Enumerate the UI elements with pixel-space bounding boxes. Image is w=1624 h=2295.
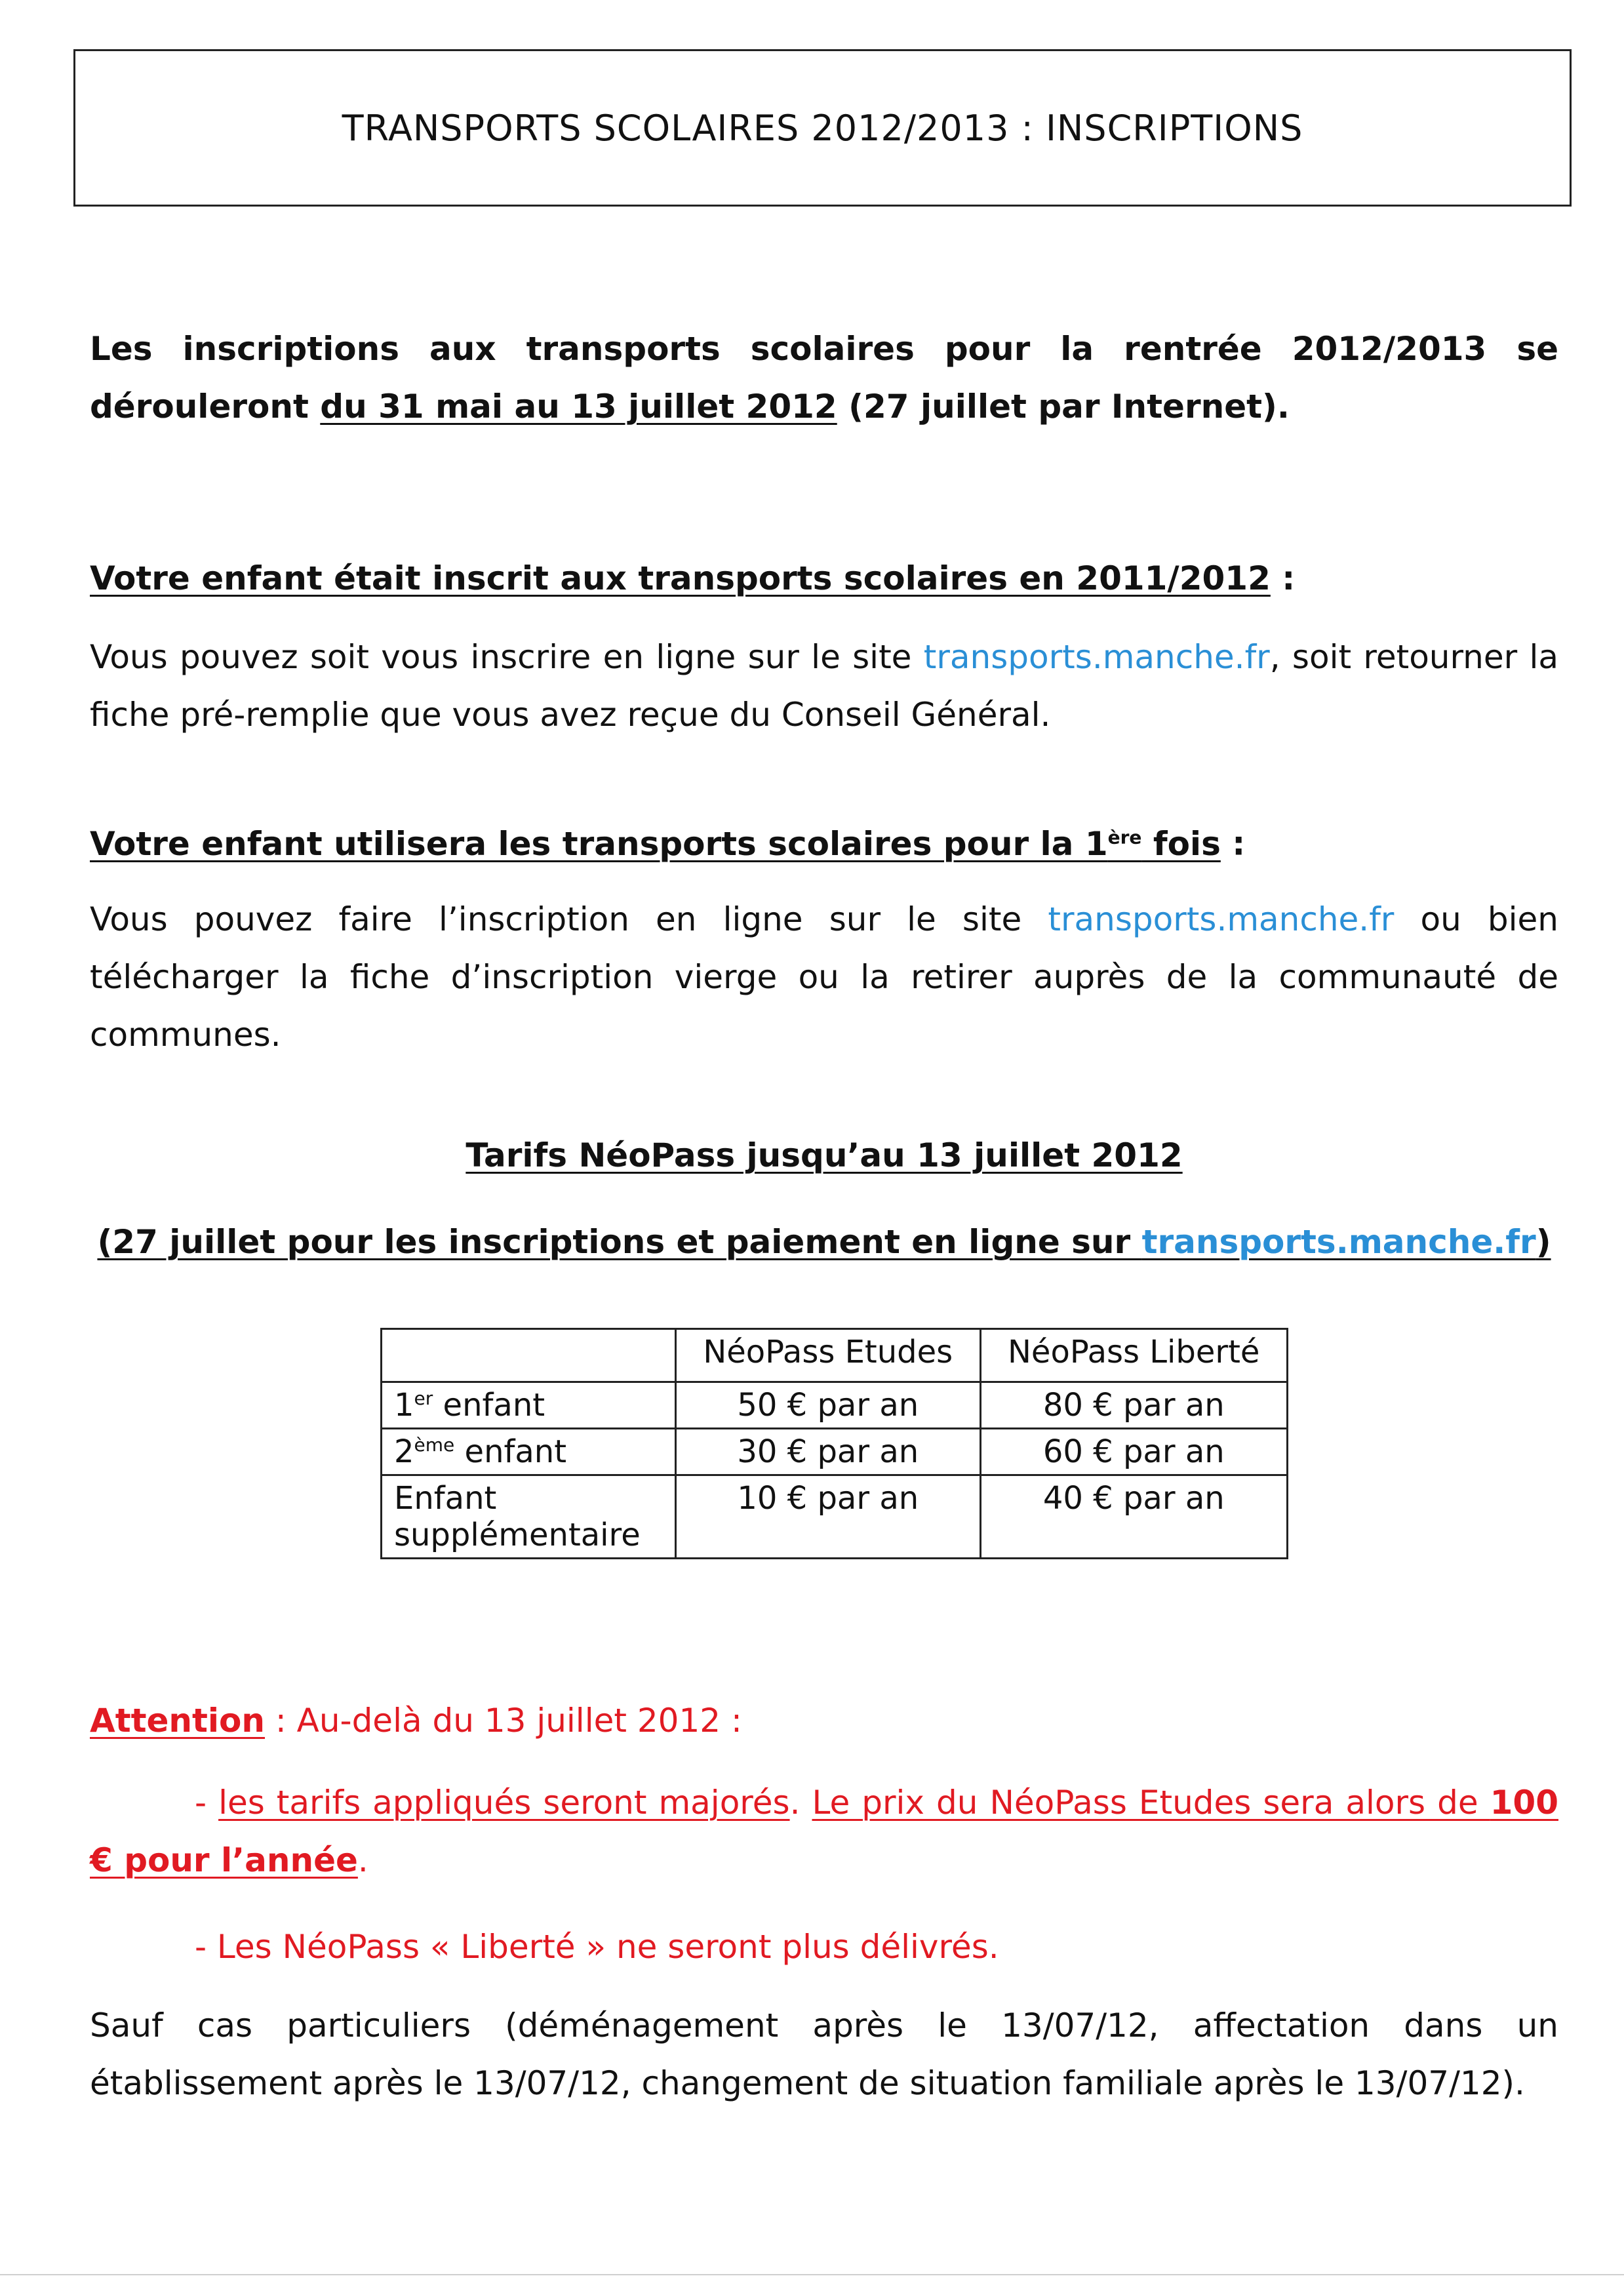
bullet1-end: . xyxy=(357,1841,368,1879)
section2-heading-colon: : xyxy=(1220,824,1246,863)
page-title: TRANSPORTS SCOLAIRES 2012/2013 : INSCRIPTIONS xyxy=(342,107,1303,149)
section1-text-start: Vous pouvez soit vous inscrire en ligne sur le site xyxy=(90,638,924,676)
row-label-additional-child xyxy=(382,1475,676,1559)
section2-heading-sup: ère xyxy=(1107,826,1142,848)
row-label-sup: ème xyxy=(414,1434,455,1456)
tarifs-subtitle-link[interactable]: transports.manche.fr xyxy=(1141,1223,1536,1261)
tarifs-title xyxy=(90,1127,1558,1184)
cell-liberte: 80 € par an xyxy=(980,1382,1288,1429)
bullet1-majores: les tarifs appliqués seront majorés xyxy=(218,1784,790,1822)
cell-etudes: 30 € par an xyxy=(676,1429,981,1475)
column-header-etudes: NéoPass Etudes xyxy=(676,1329,981,1382)
section2-heading-fois: fois xyxy=(1141,824,1221,863)
row-label-rest: enfant xyxy=(433,1387,545,1424)
section2-text-start: Vous pouvez faire l’inscription en ligne sur le site xyxy=(90,900,1048,938)
bullet1-prix: Le prix du NéoPass Etudes sera alors de xyxy=(812,1784,1490,1822)
table-row xyxy=(382,1382,1288,1429)
row-label-line2: supplémentaire xyxy=(394,1517,641,1553)
cell-etudes: 10 € par an xyxy=(676,1475,981,1559)
tarifs-subtitle-underlined xyxy=(97,1223,1551,1261)
section2-text xyxy=(90,890,1558,1064)
attention-bullet-1 xyxy=(90,1774,1558,1889)
attention-label: Attention xyxy=(90,1702,265,1740)
section1-text xyxy=(90,628,1558,744)
tarifs-subtitle-close: ) xyxy=(1535,1223,1551,1261)
section2-text-end: ou bien télécharger la fiche d’inscription vierge ou la retirer auprès de la communauté de communes. xyxy=(90,900,1558,1054)
row-label-rest: enfant xyxy=(454,1433,567,1470)
table-corner-cell xyxy=(382,1329,676,1382)
tarifs-subtitle-text: (27 juillet pour les inscriptions et paiement en ligne sur xyxy=(97,1223,1142,1261)
section1-link[interactable]: transports.manche.fr xyxy=(923,638,1270,676)
row-label-first-child xyxy=(382,1382,676,1429)
bullet1-separator: . xyxy=(789,1784,812,1822)
table-header-row xyxy=(382,1329,1288,1382)
table-row xyxy=(382,1475,1288,1559)
section2-heading-main: Votre enfant utilisera les transports scolaires pour la 1 xyxy=(90,824,1108,863)
page-bottom-line xyxy=(0,2274,1624,2275)
bullet-dash: - xyxy=(195,1784,219,1822)
row-label-second-child xyxy=(382,1429,676,1475)
intro-internet-note: (27 juillet par Internet). xyxy=(837,388,1290,426)
row-label-line1: Enfant xyxy=(394,1480,497,1517)
section2-heading xyxy=(90,808,1558,873)
attention-paragraph xyxy=(90,1692,1558,1749)
attention-text: : Au-delà du 13 juillet 2012 : xyxy=(265,1702,742,1740)
row-label-num: 2 xyxy=(394,1433,414,1470)
exceptions-paragraph: Sauf cas particuliers (déménagement après le 13/07/12, affectation dans un établissement après le 13/07/12, changement de situation familiale après le 13/07/12). xyxy=(90,2006,1558,2102)
cell-etudes: 50 € par an xyxy=(676,1382,981,1429)
cell-liberte: 40 € par an xyxy=(980,1475,1288,1559)
section1-text-end: , soit retourner la fiche pré-remplie que vous avez reçue du Conseil Général. xyxy=(90,638,1558,734)
section1-heading-text: Votre enfant était inscrit aux transports scolaires en 2011/2012 xyxy=(90,559,1271,597)
section1-heading-colon: : xyxy=(1270,559,1296,597)
row-label-num: 1 xyxy=(394,1387,414,1424)
bullet1-amount: 100 € pour l’année xyxy=(90,1784,1558,1879)
section2-link[interactable]: transports.manche.fr xyxy=(1048,900,1395,938)
section1-heading xyxy=(90,549,1558,607)
tarifs-title-text: Tarifs NéoPass jusqu’au 13 juillet 2012 xyxy=(465,1136,1183,1174)
column-header-liberte: NéoPass Liberté xyxy=(980,1329,1288,1382)
attention-bullet-2: - Les NéoPass « Liberté » ne seront plus délivrés. xyxy=(195,1928,999,1966)
table-row xyxy=(382,1429,1288,1475)
cell-liberte: 60 € par an xyxy=(980,1429,1288,1475)
section2-heading-text xyxy=(90,825,1221,863)
tarifs-table xyxy=(380,1328,1288,1559)
intro-text: Les inscriptions aux transports scolaires pour la rentrée 2012/2013 se dérouleront xyxy=(90,330,1558,426)
title-box xyxy=(73,49,1572,207)
intro-paragraph xyxy=(90,320,1558,435)
intro-dates: du 31 mai au 13 juillet 2012 xyxy=(320,388,837,426)
row-label-sup: er xyxy=(414,1387,433,1409)
tarifs-subtitle xyxy=(90,1213,1558,1271)
